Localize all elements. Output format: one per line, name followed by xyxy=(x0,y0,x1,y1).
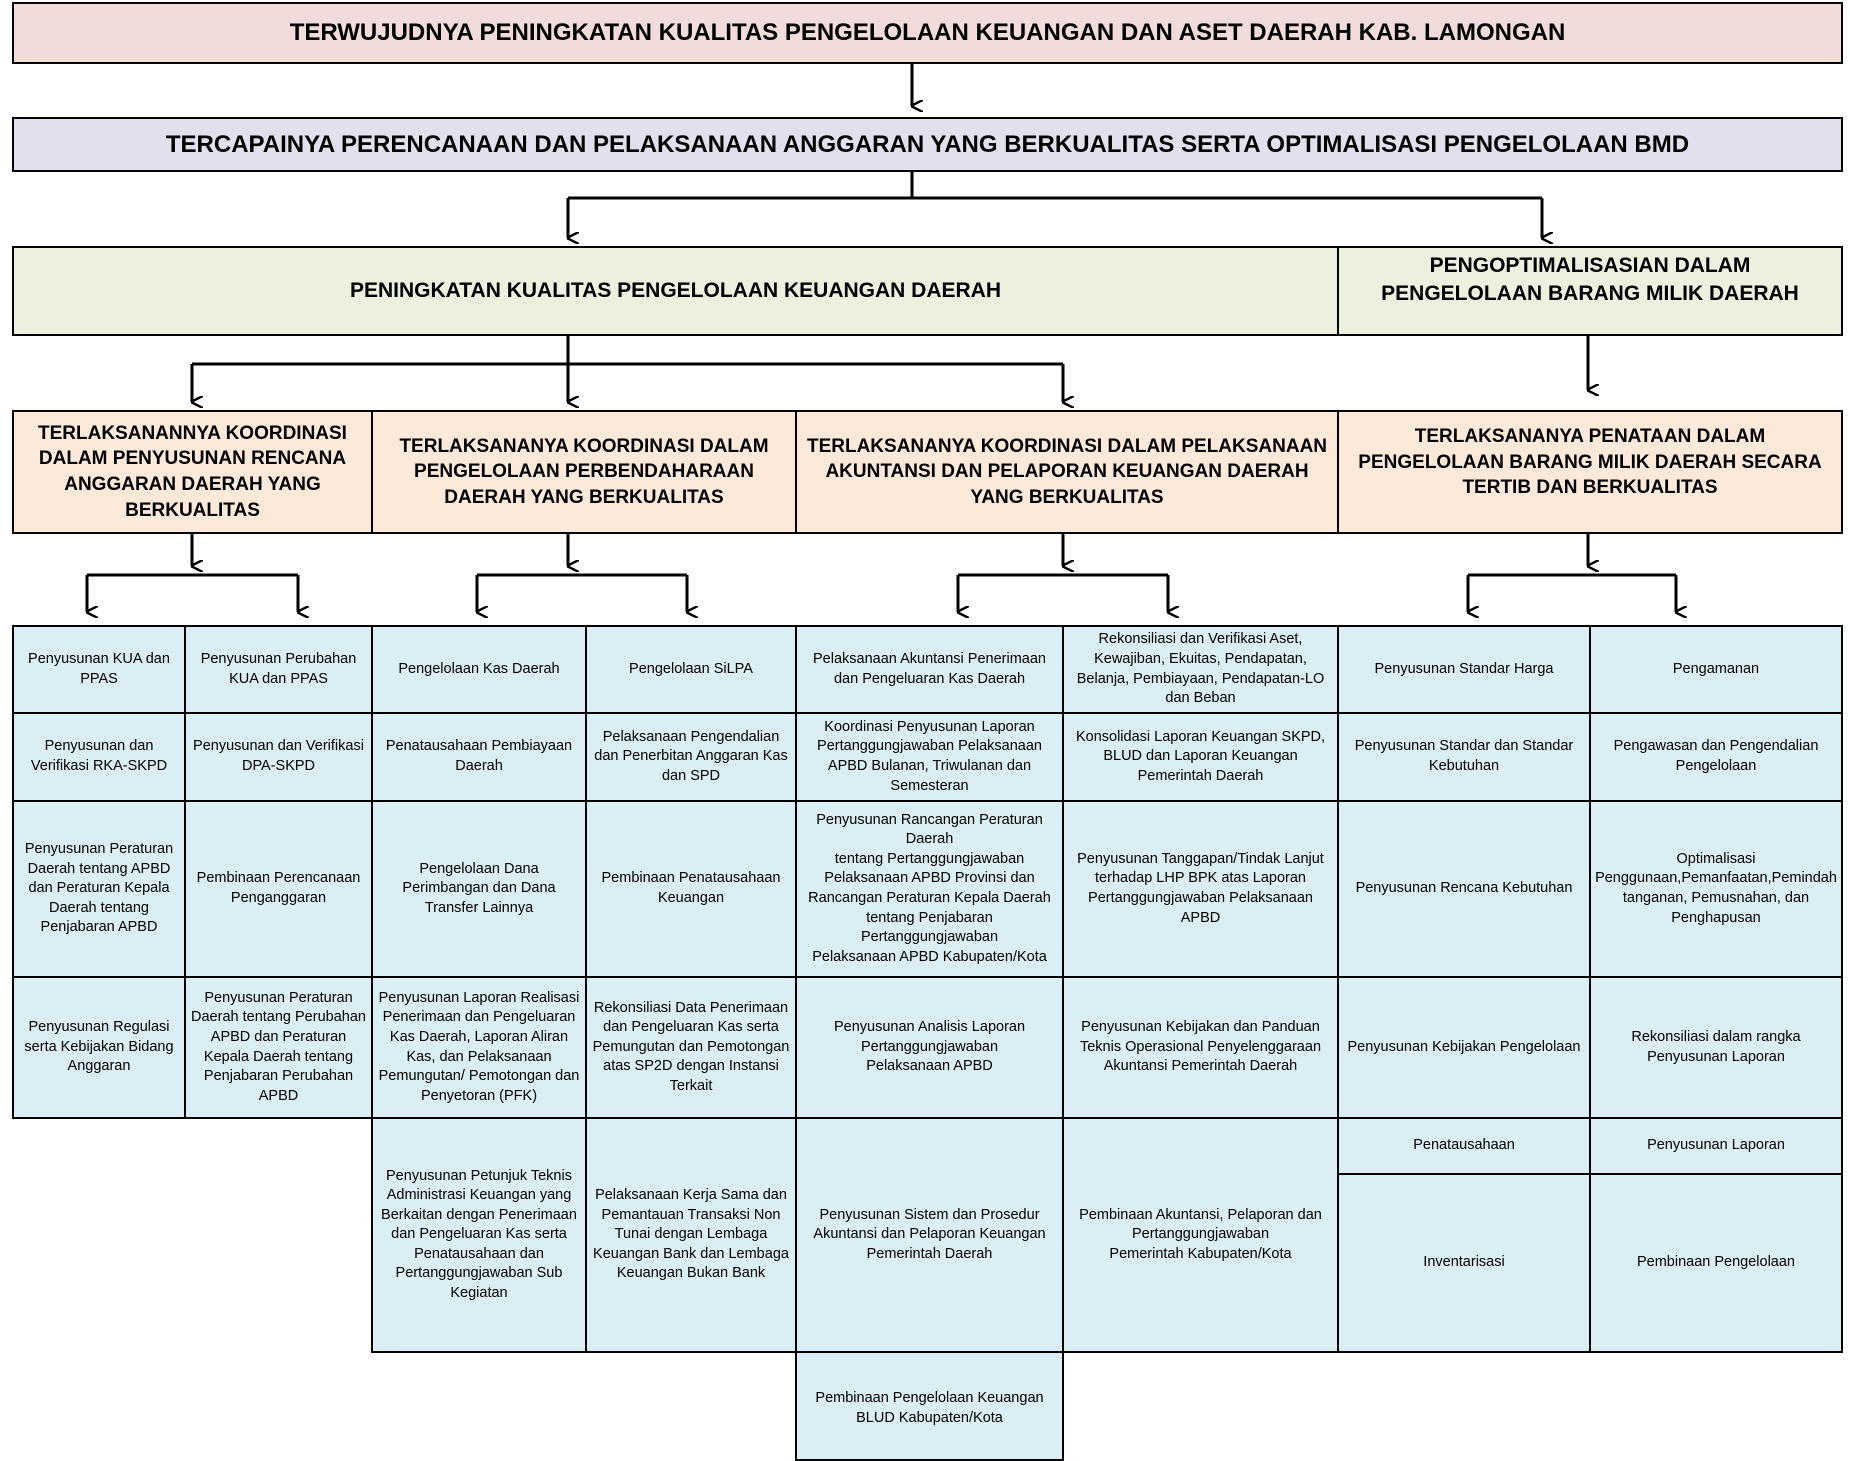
activity-box: Rekonsiliasi Data Penerimaan dan Pengeluaran Kas serta Pemungutan dan Pemotongan atas SP2D dengan Instansi Terkait xyxy=(585,976,797,1119)
activity-box: Pelaksanaan Pengendalian dan Penerbitan Anggaran Kas dan SPD xyxy=(585,712,797,802)
activity-box: Pelaksanaan Kerja Sama dan Pemantauan Transaksi Non Tunai dengan Lembaga Keuangan Bank dan Lembaga Keuangan Bukan Bank xyxy=(585,1117,797,1353)
activity-box: Pembinaan Perencanaan Penganggaran xyxy=(184,800,373,978)
activity-box: Pengamanan xyxy=(1589,625,1843,714)
objective-box: TERCAPAINYA PERENCANAAN DAN PELAKSANAAN ANGGARAN YANG BERKUALITAS SERTA OPTIMALISASI PENGELOLAAN BMD xyxy=(12,117,1843,172)
activity-box: Rekonsiliasi dan Verifikasi Aset, Kewajiban, Ekuitas, Pendapatan, Belanja, Pembiayaan, Pendapatan-LO dan Beban xyxy=(1062,625,1339,714)
outcome-perbendaharaan: TERLAKSANANYA KOORDINASI DALAM PENGELOLAAN PERBENDAHARAAN DAERAH YANG BERKUALITAS xyxy=(371,410,797,534)
program-bmd: PENGOPTIMALISASIAN DALAM PENGELOLAAN BARANG MILIK DAERAH xyxy=(1337,246,1843,336)
activity-box: Pembinaan Akuntansi, Pelaporan dan Pertanggungjawaban Pemerintah Kabupaten/Kota xyxy=(1062,1117,1339,1353)
activity-box: Penyusunan KUA dan PPAS xyxy=(12,625,186,714)
activity-box: Penyusunan dan Verifikasi RKA-SKPD xyxy=(12,712,186,802)
activity-box: Pengelolaan Kas Daerah xyxy=(371,625,587,714)
activity-box: Penyusunan Kebijakan dan Panduan Teknis Operasional Penyelenggaraan Akuntansi Pemerintah Daerah xyxy=(1062,976,1339,1119)
activity-box: Penyusunan Analisis Laporan Pertanggungjawaban Pelaksanaan APBD xyxy=(795,976,1064,1119)
activity-box: Penyusunan Laporan xyxy=(1589,1117,1843,1175)
activity-box: Pengelolaan Dana Perimbangan dan Dana Transfer Lainnya xyxy=(371,800,587,978)
activity-box: Penyusunan Perubahan KUA dan PPAS xyxy=(184,625,373,714)
activity-box: Penyusunan Peraturan Daerah tentang APBD dan Peraturan Kepala Daerah tentang Penjabaran APBD xyxy=(12,800,186,978)
outcome-akuntansi: TERLAKSANANYA KOORDINASI DALAM PELAKSANAAN AKUNTANSI DAN PELAPORAN KEUANGAN DAERAH YANG BERKUALITAS xyxy=(795,410,1339,534)
activity-box: Penyusunan dan Verifikasi DPA-SKPD xyxy=(184,712,373,802)
activity-box: Pengelolaan SiLPA xyxy=(585,625,797,714)
activity-box: Inventarisasi xyxy=(1337,1173,1591,1353)
outcome-bmd: TERLAKSANANYA PENATAAN DALAM PENGELOLAAN BARANG MILIK DAERAH SECARA TERTIB DAN BERKUALITAS xyxy=(1337,410,1843,534)
activity-box: Penyusunan Rancangan Peraturan Daerah tentang Pertanggungjawaban Pelaksanaan APBD Provinsi dan Rancangan Peraturan Kepala Daerah tentang Penjabaran Pertanggungjawaban Pelaksanaan APBD Kabupaten/Kota xyxy=(795,800,1064,978)
activity-box: Koordinasi Penyusunan Laporan Pertanggungjawaban Pelaksanaan APBD Bulanan, Triwulanan dan Semesteran xyxy=(795,712,1064,802)
activity-box: Penyusunan Petunjuk Teknis Administrasi Keuangan yang Berkaitan dengan Penerimaan dan Pengeluaran Kas serta Penatausahaan dan Pertanggungjawaban Sub Kegiatan xyxy=(371,1117,587,1353)
activity-box: Konsolidasi Laporan Keuangan SKPD, BLUD dan Laporan Keuangan Pemerintah Daerah xyxy=(1062,712,1339,802)
activity-box: Pembinaan Pengelolaan xyxy=(1589,1173,1843,1353)
activity-box: Penyusunan Sistem dan Prosedur Akuntansi dan Pelaporan Keuangan Pemerintah Daerah xyxy=(795,1117,1064,1353)
program-keuangan: PENINGKATAN KUALITAS PENGELOLAAN KEUANGAN DAERAH xyxy=(12,246,1339,336)
activity-box: Penatausahaan xyxy=(1337,1117,1591,1175)
goal-box: TERWUJUDNYA PENINGKATAN KUALITAS PENGELOLAAN KEUANGAN DAN ASET DAERAH KAB. LAMONGAN xyxy=(12,2,1843,64)
activity-box: Penyusunan Peraturan Daerah tentang Perubahan APBD dan Peraturan Kepala Daerah tentang Penjabaran Perubahan APBD xyxy=(184,976,373,1119)
outcome-anggaran: TERLAKSANANNYA KOORDINASI DALAM PENYUSUNAN RENCANA ANGGARAN DAERAH YANG BERKUALITAS xyxy=(12,410,373,534)
activity-box: Penyusunan Standar Harga xyxy=(1337,625,1591,714)
activity-box: Pengawasan dan Pengendalian Pengelolaan xyxy=(1589,712,1843,802)
activity-box: Penyusunan Tanggapan/Tindak Lanjut terhadap LHP BPK atas Laporan Pertanggungjawaban Pelaksanaan APBD xyxy=(1062,800,1339,978)
activity-box: Pembinaan Pengelolaan Keuangan BLUD Kabupaten/Kota xyxy=(795,1351,1064,1461)
activity-box: Optimalisasi Penggunaan,Pemanfaatan,Pemindahtanganan, Pemusnahan, dan Penghapusan xyxy=(1589,800,1843,978)
activity-box: Penyusunan Laporan Realisasi Penerimaan dan Pengeluaran Kas Daerah, Laporan Aliran Kas, dan Pelaksanaan Pemungutan/ Pemotongan dan Penyetoran (PFK) xyxy=(371,976,587,1119)
activity-box: Penyusunan Standar dan Standar Kebutuhan xyxy=(1337,712,1591,802)
activity-box: Penatausahaan Pembiayaan Daerah xyxy=(371,712,587,802)
activity-box: Pelaksanaan Akuntansi Penerimaan dan Pengeluaran Kas Daerah xyxy=(795,625,1064,714)
activity-box: Penyusunan Kebijakan Pengelolaan xyxy=(1337,976,1591,1119)
activity-box: Rekonsiliasi dalam rangka Penyusunan Laporan xyxy=(1589,976,1843,1119)
activity-box: Pembinaan Penatausahaan Keuangan xyxy=(585,800,797,978)
activity-box: Penyusunan Rencana Kebutuhan xyxy=(1337,800,1591,978)
activity-box: Penyusunan Regulasi serta Kebijakan Bidang Anggaran xyxy=(12,976,186,1119)
